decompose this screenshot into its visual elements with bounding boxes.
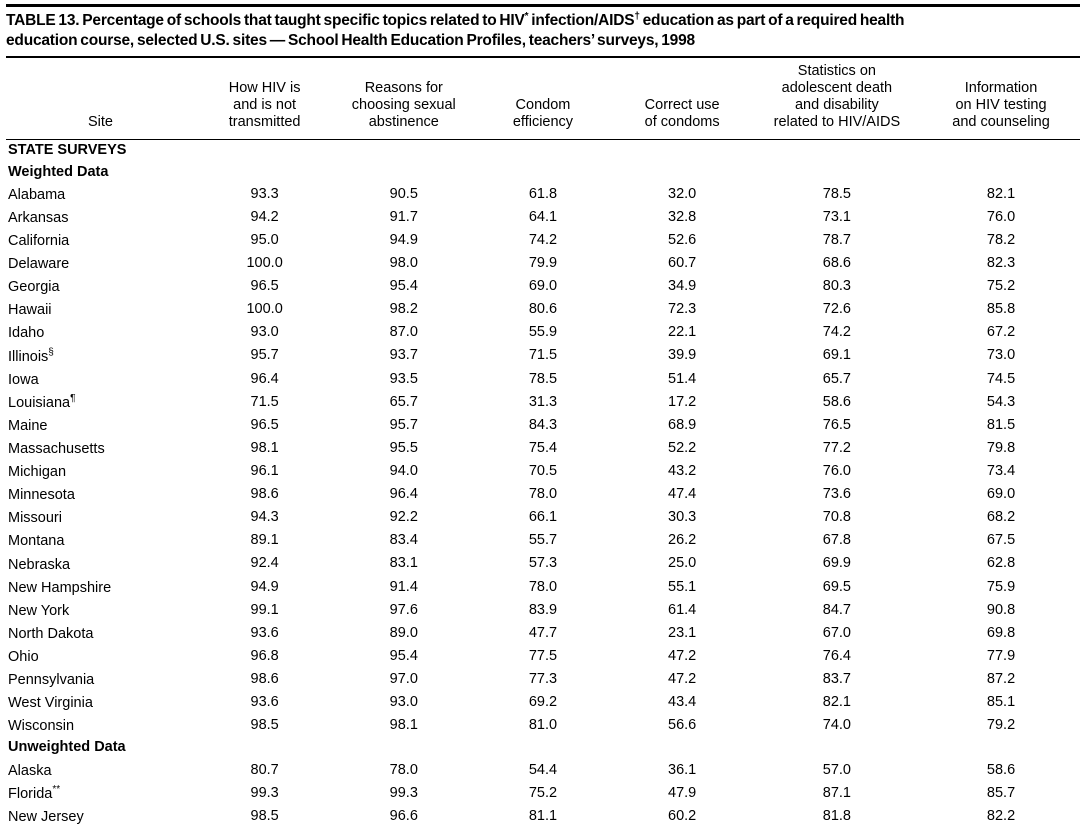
cell-transmission: 96.5 xyxy=(250,416,279,433)
site-label: New Hampshire xyxy=(8,579,112,596)
header-line: and counseling xyxy=(952,114,1050,131)
column-header-statistics xyxy=(752,58,922,135)
cell-abstinence: 91.4 xyxy=(389,578,418,595)
table-row xyxy=(6,506,1080,529)
row-site xyxy=(6,691,195,714)
cell-transmission: 94.2 xyxy=(250,208,279,225)
cell-condom-use: 26.2 xyxy=(668,532,697,549)
cell-condom-efficiency: 77.3 xyxy=(528,671,558,688)
cell-statistics: 58.6 xyxy=(822,393,851,410)
header-line: Statistics on xyxy=(797,62,876,79)
site-label: Wisconsin xyxy=(8,718,75,735)
cell-testing-counseling: 85.1 xyxy=(986,694,1016,711)
cell-statistics: 80.3 xyxy=(822,278,851,295)
table-row xyxy=(6,599,1080,622)
cell-condom-efficiency: 75.4 xyxy=(528,439,558,456)
row-site xyxy=(6,252,195,275)
cell-testing-counseling: 73.4 xyxy=(986,463,1016,480)
cell-statistics: 73.1 xyxy=(822,208,851,225)
cell-transmission: 96.5 xyxy=(250,278,279,295)
title-line-2: education course, selected U.S. sites — School Health Education Profiles, teachers’ surveys, 1998 xyxy=(6,31,695,49)
cell-testing-counseling: 68.2 xyxy=(986,509,1016,526)
cell-condom-efficiency: 81.0 xyxy=(528,717,558,734)
cell-condom-efficiency: 70.5 xyxy=(528,463,558,480)
cell-statistics: 70.8 xyxy=(822,509,851,526)
cell-statistics: 82.1 xyxy=(822,694,851,711)
row-site xyxy=(6,668,195,691)
cell-condom-efficiency: 69.0 xyxy=(528,278,558,295)
cell-condom-use: 32.0 xyxy=(668,185,697,202)
row-site xyxy=(6,275,195,298)
column-header-condom-efficiency xyxy=(473,58,612,135)
cell-transmission: 99.1 xyxy=(250,601,279,618)
header-line: and is not xyxy=(233,97,297,114)
column-header-site xyxy=(6,58,195,135)
cell-transmission: 89.1 xyxy=(250,532,279,549)
cell-condom-use: 22.1 xyxy=(668,324,697,341)
cell-condom-use: 60.2 xyxy=(668,807,697,824)
cell-transmission: 93.3 xyxy=(250,185,279,202)
cell-testing-counseling: 79.8 xyxy=(986,439,1016,456)
header-line: abstinence xyxy=(368,114,439,131)
site-label: Missouri xyxy=(8,510,62,527)
cell-condom-use: 56.6 xyxy=(668,717,697,734)
site-label: Michigan xyxy=(8,463,67,480)
table-row xyxy=(6,645,1080,668)
table-row xyxy=(6,529,1080,552)
cell-condom-use: 60.7 xyxy=(668,255,697,272)
cell-testing-counseling: 85.7 xyxy=(986,784,1016,801)
cell-statistics: 73.6 xyxy=(822,486,851,503)
cell-abstinence: 65.7 xyxy=(389,393,418,410)
table-row xyxy=(6,252,1080,275)
site-label: Pennsylvania xyxy=(8,671,95,688)
cell-condom-use: 47.2 xyxy=(668,647,697,664)
cell-testing-counseling: 58.6 xyxy=(986,761,1016,778)
cell-condom-efficiency: 71.5 xyxy=(528,347,558,364)
site-label: New York xyxy=(8,602,70,619)
cell-condom-efficiency: 57.3 xyxy=(528,555,558,572)
cell-abstinence: 93.7 xyxy=(389,347,418,364)
cell-transmission: 98.6 xyxy=(250,486,279,503)
site-label: New Jersey xyxy=(8,808,84,825)
row-site xyxy=(6,782,195,805)
header-line: related to HIV/AIDS xyxy=(773,114,901,131)
cell-abstinence: 91.7 xyxy=(389,208,418,225)
row-site xyxy=(6,321,195,344)
cell-testing-counseling: 74.5 xyxy=(986,370,1016,387)
row-site xyxy=(6,599,195,622)
site-label: Idaho xyxy=(8,325,45,342)
site-label: Alabama xyxy=(8,186,66,203)
row-site xyxy=(6,759,195,782)
cell-transmission: 99.3 xyxy=(250,784,279,801)
row-site xyxy=(6,437,195,460)
cell-abstinence: 98.0 xyxy=(389,255,418,272)
section-header-row xyxy=(6,140,1080,162)
cell-condom-use: 30.3 xyxy=(668,509,697,526)
cell-testing-counseling: 67.2 xyxy=(986,324,1016,341)
table-row xyxy=(6,805,1080,828)
table-row xyxy=(6,553,1080,576)
cell-statistics: 69.1 xyxy=(822,347,851,364)
cell-transmission: 98.6 xyxy=(250,671,279,688)
cell-statistics: 72.6 xyxy=(822,301,851,318)
site-label: Illinois xyxy=(8,348,49,365)
cell-abstinence: 93.0 xyxy=(389,694,418,711)
cell-condom-use: 68.9 xyxy=(668,416,697,433)
row-site xyxy=(6,368,195,391)
cell-transmission: 100.0 xyxy=(246,301,283,318)
cell-testing-counseling: 67.5 xyxy=(986,532,1016,549)
header-line: transmitted xyxy=(228,114,301,131)
cell-statistics: 78.7 xyxy=(822,231,851,248)
cell-condom-efficiency: 75.2 xyxy=(528,784,558,801)
cell-testing-counseling: 87.2 xyxy=(986,671,1016,688)
row-site xyxy=(6,645,195,668)
table-title xyxy=(6,7,1080,56)
table-row xyxy=(6,368,1080,391)
cell-condom-use: 32.8 xyxy=(668,208,697,225)
cell-condom-efficiency: 66.1 xyxy=(528,509,558,526)
cell-statistics: 67.8 xyxy=(822,532,851,549)
cell-testing-counseling: 54.3 xyxy=(986,393,1016,410)
row-site xyxy=(6,622,195,645)
cell-condom-efficiency: 77.5 xyxy=(528,647,558,664)
cell-condom-use: 72.3 xyxy=(668,301,697,318)
cell-condom-efficiency: 47.7 xyxy=(528,624,558,641)
cell-condom-efficiency: 61.8 xyxy=(528,185,558,202)
cell-abstinence: 97.6 xyxy=(389,601,418,618)
row-site xyxy=(6,298,195,321)
cell-condom-use: 47.9 xyxy=(668,784,697,801)
cell-statistics: 76.5 xyxy=(822,416,851,433)
row-site xyxy=(6,229,195,252)
cell-abstinence: 94.9 xyxy=(389,231,418,248)
site-label: Massachusetts xyxy=(8,440,105,457)
cell-transmission: 96.1 xyxy=(250,463,279,480)
cell-testing-counseling: 90.8 xyxy=(986,601,1016,618)
cell-condom-efficiency: 84.3 xyxy=(528,416,558,433)
table-row xyxy=(6,576,1080,599)
cell-condom-efficiency: 78.0 xyxy=(528,578,558,595)
header-row xyxy=(6,58,1080,135)
cell-transmission: 98.1 xyxy=(250,439,279,456)
cell-transmission: 100.0 xyxy=(246,255,283,272)
cell-condom-use: 25.0 xyxy=(668,555,697,572)
cell-testing-counseling: 62.8 xyxy=(986,555,1016,572)
cell-condom-efficiency: 79.9 xyxy=(528,255,558,272)
row-site xyxy=(6,183,195,206)
header-line: Condom xyxy=(515,97,571,114)
row-site xyxy=(6,529,195,552)
cell-condom-efficiency: 81.1 xyxy=(528,807,558,824)
cell-testing-counseling: 78.2 xyxy=(986,231,1016,248)
row-site xyxy=(6,483,195,506)
cell-testing-counseling: 73.0 xyxy=(986,347,1016,364)
cell-testing-counseling: 82.1 xyxy=(986,185,1016,202)
cell-condom-use: 52.2 xyxy=(668,439,697,456)
cell-transmission: 98.5 xyxy=(250,807,279,824)
cell-statistics: 76.0 xyxy=(822,463,851,480)
cell-testing-counseling: 69.8 xyxy=(986,624,1016,641)
table-row xyxy=(6,622,1080,645)
cell-testing-counseling: 85.8 xyxy=(986,301,1016,318)
header-line: How HIV is xyxy=(228,79,301,96)
site-footnote: ¶ xyxy=(70,392,76,404)
cell-condom-use: 52.6 xyxy=(668,231,697,248)
site-label: Nebraska xyxy=(8,556,71,573)
site-label: Louisiana xyxy=(8,394,71,411)
header-line: Correct use xyxy=(644,97,720,114)
cell-abstinence: 96.4 xyxy=(389,486,418,503)
cell-testing-counseling: 76.0 xyxy=(986,208,1016,225)
cell-condom-efficiency: 78.5 xyxy=(528,370,558,387)
table-row xyxy=(6,691,1080,714)
cell-statistics: 65.7 xyxy=(822,370,851,387)
cell-testing-counseling: 77.9 xyxy=(986,647,1016,664)
cell-abstinence: 95.7 xyxy=(389,416,418,433)
table-row xyxy=(6,206,1080,229)
cell-transmission: 95.0 xyxy=(250,231,279,248)
cell-condom-efficiency: 80.6 xyxy=(528,301,558,318)
table-header xyxy=(6,58,1080,140)
table-body xyxy=(6,140,1080,828)
row-site xyxy=(6,391,195,414)
cell-statistics: 87.1 xyxy=(822,784,851,801)
header-line: and disability xyxy=(794,97,879,114)
cell-statistics: 76.4 xyxy=(822,647,851,664)
cell-testing-counseling: 69.0 xyxy=(986,486,1016,503)
row-site xyxy=(6,805,195,828)
cell-transmission: 93.0 xyxy=(250,324,279,341)
cell-abstinence: 98.2 xyxy=(389,301,418,318)
cell-transmission: 80.7 xyxy=(250,761,279,778)
cell-transmission: 98.5 xyxy=(250,717,279,734)
cell-transmission: 92.4 xyxy=(250,555,279,572)
cell-abstinence: 83.4 xyxy=(389,532,418,549)
cell-transmission: 94.3 xyxy=(250,509,279,526)
header-line: Reasons for xyxy=(364,79,443,96)
cell-condom-efficiency: 78.0 xyxy=(528,486,558,503)
cell-testing-counseling: 75.2 xyxy=(986,278,1016,295)
cell-condom-efficiency: 69.2 xyxy=(528,694,558,711)
column-header-abstinence xyxy=(334,58,473,135)
cell-transmission: 71.5 xyxy=(250,393,279,410)
column-header-condom-use xyxy=(613,58,752,135)
cell-transmission: 94.9 xyxy=(250,578,279,595)
cell-condom-use: 23.1 xyxy=(668,624,697,641)
section-title: STATE SURVEYS xyxy=(8,142,127,159)
cell-transmission: 93.6 xyxy=(250,624,279,641)
cell-transmission: 96.8 xyxy=(250,647,279,664)
table-row xyxy=(6,183,1080,206)
site-label: Hawaii xyxy=(8,302,52,319)
row-site xyxy=(6,414,195,437)
site-label: North Dakota xyxy=(8,625,94,642)
cell-transmission: 96.4 xyxy=(250,370,279,387)
row-site xyxy=(6,506,195,529)
header-line: choosing sexual xyxy=(351,97,456,114)
title-line-1-part-a: TABLE 13. Percentage of schools that taught specific topics related to HIV xyxy=(6,12,525,30)
column-header-site-label: Site xyxy=(88,114,114,131)
table-row xyxy=(6,460,1080,483)
subsection-title: Unweighted Data xyxy=(8,739,126,756)
site-label: Iowa xyxy=(8,371,39,388)
header-line: of condoms xyxy=(644,114,720,131)
site-label: Minnesota xyxy=(8,487,75,504)
header-line: Information xyxy=(964,79,1038,96)
cell-condom-use: 47.4 xyxy=(668,486,697,503)
row-site xyxy=(6,345,195,368)
cell-transmission: 93.6 xyxy=(250,694,279,711)
cell-statistics: 77.2 xyxy=(822,439,851,456)
cell-testing-counseling: 82.2 xyxy=(986,807,1016,824)
cell-abstinence: 95.4 xyxy=(389,647,418,664)
cell-abstinence: 99.3 xyxy=(389,784,418,801)
site-label: Georgia xyxy=(8,279,60,296)
cell-abstinence: 78.0 xyxy=(389,761,418,778)
cell-condom-use: 47.2 xyxy=(668,671,697,688)
cell-condom-efficiency: 54.4 xyxy=(528,761,558,778)
cell-condom-efficiency: 55.9 xyxy=(528,324,558,341)
table-row xyxy=(6,321,1080,344)
cell-statistics: 74.0 xyxy=(822,717,851,734)
cell-testing-counseling: 82.3 xyxy=(986,255,1016,272)
cell-abstinence: 94.0 xyxy=(389,463,418,480)
table-row xyxy=(6,298,1080,321)
table-row xyxy=(6,437,1080,460)
cell-transmission: 95.7 xyxy=(250,347,279,364)
subsection-title: Weighted Data xyxy=(8,163,109,180)
site-footnote: § xyxy=(48,346,54,358)
cell-condom-use: 55.1 xyxy=(668,578,697,595)
row-site xyxy=(6,460,195,483)
title-footnote-marker-hiv: * xyxy=(524,11,529,22)
row-site xyxy=(6,553,195,576)
cell-condom-efficiency: 31.3 xyxy=(528,393,558,410)
cell-abstinence: 93.5 xyxy=(389,370,418,387)
cell-abstinence: 96.6 xyxy=(389,807,418,824)
table-row xyxy=(6,714,1080,737)
cell-statistics: 74.2 xyxy=(822,324,851,341)
cell-abstinence: 98.1 xyxy=(389,717,418,734)
cell-condom-use: 36.1 xyxy=(668,761,697,778)
cell-testing-counseling: 81.5 xyxy=(986,416,1016,433)
table-row xyxy=(6,345,1080,368)
cell-condom-use: 43.4 xyxy=(668,694,697,711)
site-label: Ohio xyxy=(8,648,39,665)
table-row xyxy=(6,275,1080,298)
cell-abstinence: 95.4 xyxy=(389,278,418,295)
row-site xyxy=(6,576,195,599)
site-footnote: ** xyxy=(52,783,61,795)
site-label: California xyxy=(8,232,70,249)
hiv-topics-table xyxy=(6,58,1080,828)
site-label: West Virginia xyxy=(8,695,93,712)
cell-statistics: 68.6 xyxy=(822,255,851,272)
cell-statistics: 69.9 xyxy=(822,555,851,572)
cell-abstinence: 83.1 xyxy=(389,555,418,572)
cell-abstinence: 92.2 xyxy=(389,509,418,526)
table-row xyxy=(6,782,1080,805)
header-line: on HIV testing xyxy=(955,97,1047,114)
header-line: adolescent death xyxy=(781,79,893,96)
cell-condom-use: 39.9 xyxy=(668,347,697,364)
cell-statistics: 67.0 xyxy=(822,624,851,641)
title-line-1-part-b: infection/AIDS xyxy=(528,12,635,30)
cell-condom-use: 34.9 xyxy=(668,278,697,295)
cell-statistics: 84.7 xyxy=(822,601,851,618)
cell-condom-efficiency: 55.7 xyxy=(528,532,558,549)
title-footnote-marker-aids: † xyxy=(634,11,640,22)
cell-condom-efficiency: 64.1 xyxy=(528,208,558,225)
cell-abstinence: 90.5 xyxy=(389,185,418,202)
cell-condom-use: 43.2 xyxy=(668,463,697,480)
cell-condom-efficiency: 74.2 xyxy=(528,231,558,248)
subsection-header-row xyxy=(6,737,1080,758)
table-row xyxy=(6,668,1080,691)
cell-testing-counseling: 79.2 xyxy=(986,717,1016,734)
table-row xyxy=(6,483,1080,506)
title-line-1-part-c: education as part of a required health xyxy=(639,12,905,30)
site-label: Florida xyxy=(8,785,53,802)
header-line: efficiency xyxy=(512,114,574,131)
row-site xyxy=(6,206,195,229)
cell-condom-use: 61.4 xyxy=(668,601,697,618)
site-label: Alaska xyxy=(8,762,52,779)
cell-statistics: 69.5 xyxy=(822,578,851,595)
row-site xyxy=(6,714,195,737)
cell-statistics: 57.0 xyxy=(822,761,851,778)
site-label: Arkansas xyxy=(8,209,69,226)
site-label: Maine xyxy=(8,417,48,434)
cell-statistics: 78.5 xyxy=(822,185,851,202)
site-label: Delaware xyxy=(8,255,70,272)
cell-condom-use: 51.4 xyxy=(668,370,697,387)
column-header-transmission xyxy=(195,58,334,135)
cell-condom-use: 17.2 xyxy=(668,393,697,410)
cell-abstinence: 95.5 xyxy=(389,439,418,456)
table-row xyxy=(6,391,1080,414)
column-header-testing-counseling xyxy=(922,58,1080,135)
cell-abstinence: 97.0 xyxy=(389,671,418,688)
cell-abstinence: 89.0 xyxy=(389,624,418,641)
table-row xyxy=(6,414,1080,437)
cell-testing-counseling: 75.9 xyxy=(986,578,1016,595)
table-page xyxy=(0,4,1086,825)
subsection-header-row xyxy=(6,162,1080,183)
table-row xyxy=(6,759,1080,782)
table-row xyxy=(6,229,1080,252)
cell-condom-efficiency: 83.9 xyxy=(528,601,558,618)
cell-statistics: 83.7 xyxy=(822,671,851,688)
cell-abstinence: 87.0 xyxy=(389,324,418,341)
site-label: Montana xyxy=(8,533,65,550)
cell-statistics: 81.8 xyxy=(822,807,851,824)
